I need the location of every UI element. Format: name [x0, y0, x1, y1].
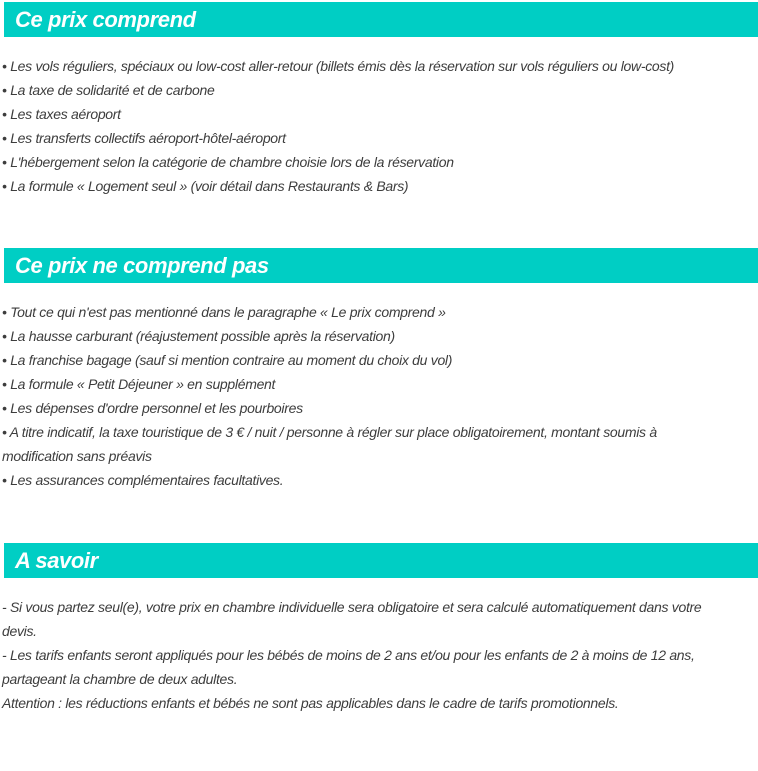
bullet-line: • Les assurances complémentaires facultatives.: [2, 472, 284, 488]
good-to-know-section: [0, 543, 758, 715]
bullet-line-continuation: modification sans préavis: [2, 448, 152, 464]
bullet-line: • Les dépenses d'ordre personnel et les pourboires: [2, 400, 303, 416]
bullet-line: • Les taxes aéroport: [2, 106, 121, 122]
section-title: Ce prix comprend: [15, 7, 196, 32]
text-line-continuation: devis.: [2, 623, 37, 639]
price-excludes-title-bar: [4, 248, 758, 283]
section-title: A savoir: [15, 548, 98, 573]
bullet-line: • La taxe de solidarité et de carbone: [2, 82, 215, 98]
bullet-line: • L'hébergement selon la catégorie de chambre choisie lors de la réservation: [2, 154, 454, 170]
price-includes-title-bar: [4, 2, 758, 37]
good-to-know-text: [0, 595, 758, 715]
price-includes-list: [0, 54, 758, 198]
good-to-know-title-bar: [4, 543, 758, 578]
bullet-line: • La formule « Logement seul » (voir détail dans Restaurants & Bars): [2, 178, 409, 194]
bullet-line: • Les transferts collectifs aéroport-hôtel-aéroport: [2, 130, 286, 146]
bullet-line: • Tout ce qui n'est pas mentionné dans le paragraphe « Le prix comprend »: [2, 304, 446, 320]
price-excludes-list: [0, 300, 758, 492]
bullet-line: • Les vols réguliers, spéciaux ou low-cost aller-retour (billets émis dès la réservation sur vols réguliers ou low-cost): [2, 58, 675, 74]
price-excludes-section: [0, 248, 758, 492]
text-line: - Les tarifs enfants seront appliqués pour les bébés de moins de 2 ans et/ou pour les enfants de 2 à moins de 12 ans,: [2, 647, 695, 663]
text-line: - Si vous partez seul(e), votre prix en chambre individuelle sera obligatoire et sera calculé automatiquement dans votre: [2, 599, 702, 615]
price-includes-section: [0, 2, 758, 198]
section-title: Ce prix ne comprend pas: [15, 253, 269, 278]
text-line-continuation: partageant la chambre de deux adultes.: [2, 671, 238, 687]
bullet-line: • A titre indicatif, la taxe touristique de 3 € / nuit / personne à régler sur place obligatoirement, montant soumis à: [2, 424, 657, 440]
bullet-line: • La hausse carburant (réajustement possible après la réservation): [2, 328, 395, 344]
bullet-line: • La franchise bagage (sauf si mention contraire au moment du choix du vol): [2, 352, 453, 368]
text-line: Attention : les réductions enfants et bébés ne sont pas applicables dans le cadre de tarifs promotionnels.: [2, 695, 619, 711]
bullet-line: • La formule « Petit Déjeuner » en supplément: [2, 376, 276, 392]
